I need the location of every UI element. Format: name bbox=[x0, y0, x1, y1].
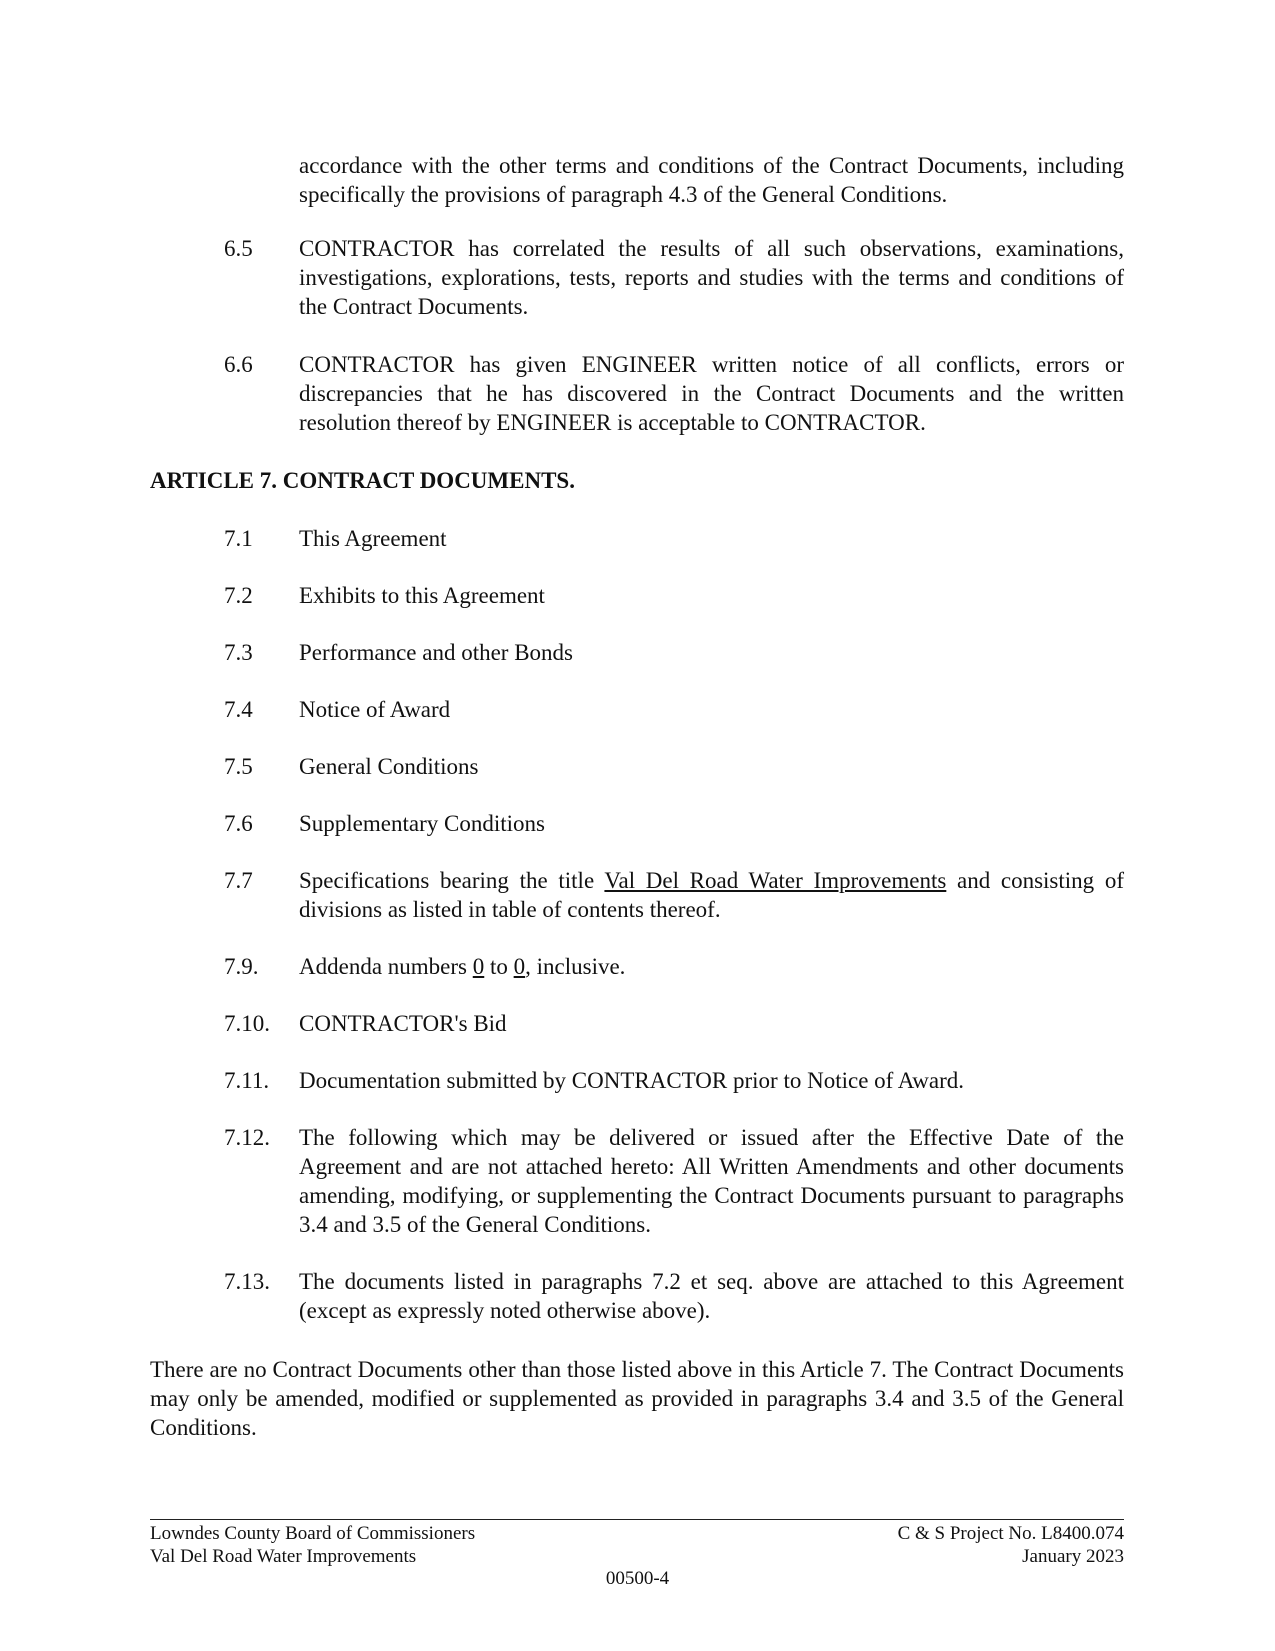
item-7-12 bbox=[224, 1123, 1124, 1239]
footer-project-name: Val Del Road Water Improvements bbox=[150, 1546, 417, 1567]
item-7-1 bbox=[224, 524, 1124, 553]
item-text: CONTRACTOR's Bid bbox=[299, 1011, 507, 1036]
article-heading: ARTICLE 7. CONTRACT DOCUMENTS. bbox=[150, 468, 575, 493]
item-7-6 bbox=[224, 809, 1124, 838]
item-number: 7.1 bbox=[224, 526, 253, 551]
item-text: Exhibits to this Agreement bbox=[299, 583, 545, 608]
item-number: 7.9. bbox=[224, 954, 259, 979]
item-text bbox=[299, 866, 1124, 924]
item-7-10 bbox=[224, 1009, 1124, 1038]
footer-date: January 2023 bbox=[1022, 1546, 1124, 1567]
paragraph-number: 6.6 bbox=[224, 352, 253, 377]
item-text bbox=[299, 952, 1124, 981]
item-text: Notice of Award bbox=[299, 697, 451, 722]
project-title-underlined: Val Del Road Water Improvements bbox=[604, 868, 947, 893]
item-number: 7.13. bbox=[224, 1269, 270, 1294]
item-7-7 bbox=[224, 866, 1124, 924]
item-number: 7.11. bbox=[224, 1068, 270, 1093]
item-text-post: , inclusive. bbox=[525, 954, 626, 979]
footer-divider bbox=[150, 1519, 1124, 1520]
item-number: 7.4 bbox=[224, 697, 253, 722]
item-text: Performance and other Bonds bbox=[299, 640, 574, 665]
item-7-13 bbox=[224, 1267, 1124, 1325]
item-text-pre: Addenda numbers bbox=[299, 954, 473, 979]
paragraph-6-5 bbox=[224, 234, 1124, 321]
paragraph-text: CONTRACTOR has given ENGINEER written notice of all conflicts, errors or discrepancies that he has discovered in the Contract Documents and the written resolution thereof by ENGINEER is acceptable to CONTRACTOR. bbox=[299, 352, 1124, 435]
footer-owner: Lowndes County Board of Commissioners bbox=[150, 1523, 476, 1544]
item-text: General Conditions bbox=[299, 754, 479, 779]
paragraph-6-6 bbox=[224, 350, 1124, 437]
addenda-from: 0 bbox=[472, 954, 485, 979]
item-text: Documentation submitted by CONTRACTOR prior to Notice of Award. bbox=[299, 1068, 965, 1093]
item-number: 7.7 bbox=[224, 868, 253, 893]
page-number: 00500-4 bbox=[605, 1568, 670, 1589]
item-text-mid: to bbox=[484, 954, 514, 979]
paragraph-number: 6.5 bbox=[224, 236, 253, 261]
item-text: The following which may be delivered or issued after the Effective Date of the Agreement and are not attached hereto: All Written Amendments and other documents amending, modifying, or supplementing the Contract Documents pursuant to paragraphs 3.4 and 3.5 of the General Conditions. bbox=[299, 1125, 1124, 1237]
item-text: This Agreement bbox=[299, 526, 447, 551]
addenda-to: 0 bbox=[513, 954, 526, 979]
item-7-4 bbox=[224, 695, 1124, 724]
item-7-3 bbox=[224, 638, 1124, 667]
item-number: 7.5 bbox=[224, 754, 253, 779]
footer-project-number: C & S Project No. L8400.074 bbox=[897, 1523, 1124, 1544]
continuation-paragraph: accordance with the other terms and conditions of the Contract Documents, including specifically the provisions of paragraph 4.3 of the General Conditions. bbox=[299, 153, 1124, 207]
item-number: 7.2 bbox=[224, 583, 253, 608]
item-7-11 bbox=[224, 1066, 1124, 1095]
paragraph-text: CONTRACTOR has correlated the results of all such observations, examinations, investigations, explorations, tests, reports and studies with the terms and conditions of the Contract Documents. bbox=[299, 236, 1124, 319]
item-text: Supplementary Conditions bbox=[299, 811, 545, 836]
item-7-9 bbox=[224, 952, 1124, 981]
item-7-5 bbox=[224, 752, 1124, 781]
item-text-post: and consisting of divisions as listed in table of contents thereof. bbox=[299, 868, 1124, 922]
item-number: 7.10. bbox=[224, 1011, 270, 1036]
item-7-2 bbox=[224, 581, 1124, 610]
closing-paragraph: There are no Contract Documents other than those listed above in this Article 7. The Contract Documents may only be amended, modified or supplemented as provided in paragraphs 3.4 and 3.5 of the General Conditions. bbox=[150, 1357, 1124, 1440]
item-number: 7.3 bbox=[224, 640, 253, 665]
item-number: 7.6 bbox=[224, 811, 253, 836]
item-text: The documents listed in paragraphs 7.2 et seq. above are attached to this Agreement (except as expressly noted otherwise above). bbox=[299, 1269, 1124, 1323]
item-number: 7.12. bbox=[224, 1125, 270, 1150]
item-text-pre: Specifications bearing the title bbox=[299, 868, 605, 893]
